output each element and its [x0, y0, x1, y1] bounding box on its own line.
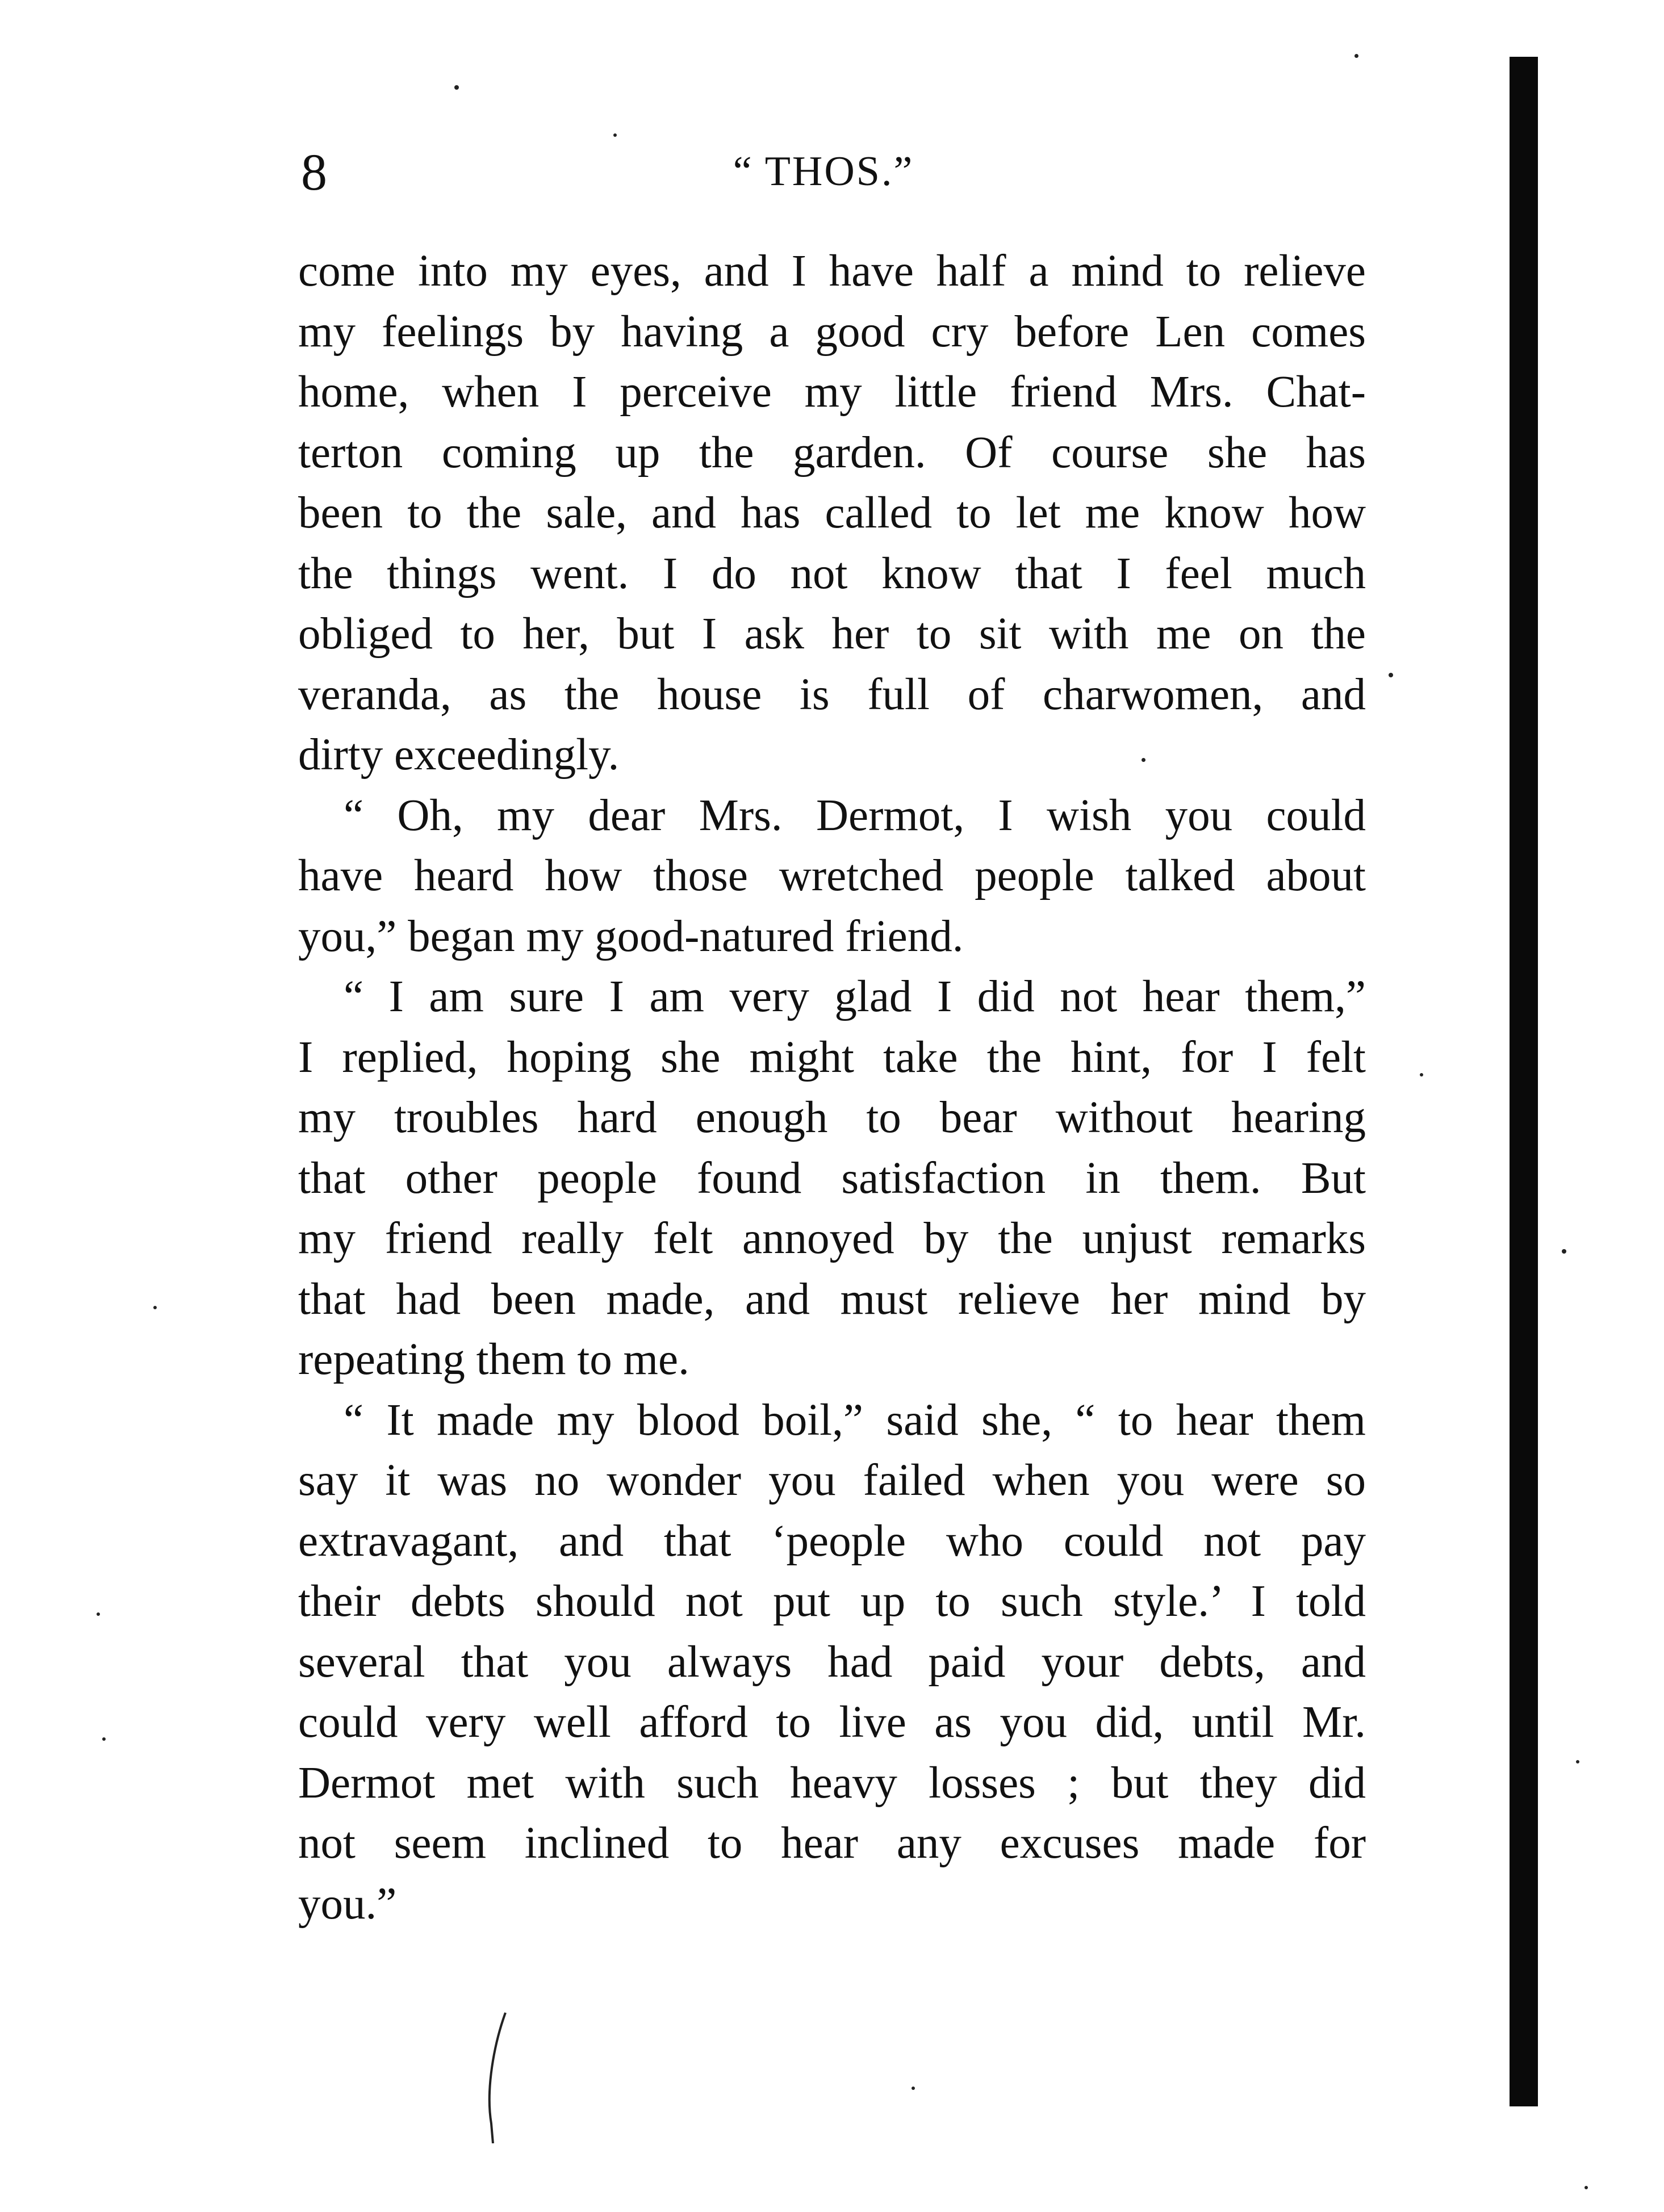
page-number: 8 — [301, 143, 327, 201]
text-line: “ It made my blood boil,” said she, “ to hear them — [344, 1395, 1366, 1445]
text-line: been to the sale, and has called to let me know how — [298, 488, 1366, 538]
text-line: come into my eyes, and I have half a mind to relieve — [298, 246, 1366, 296]
text-line: veranda, as the house is full of charwomen, and — [298, 669, 1366, 719]
text-line: “ Oh, my dear Mrs. Dermot, I wish you could — [344, 790, 1366, 840]
text-line: could very well afford to live as you did, until Mr. — [298, 1698, 1366, 1747]
scan-speck — [454, 85, 459, 90]
text-line: the things went. I do not know that I feel much — [298, 548, 1366, 598]
text-line: have heard how those wretched people talked about — [298, 851, 1366, 900]
text-line: my friend really felt annoyed by the unjust remarks — [298, 1214, 1366, 1263]
text-line: I replied, hoping she might take the hint, for I felt — [298, 1032, 1366, 1082]
text-line: terton coming up the garden. Of course she has — [298, 428, 1366, 477]
pencil-mark — [483, 2010, 517, 2146]
text-line: their debts should not put up to such style.’ I told — [298, 1577, 1366, 1626]
text-line: obliged to her, but I ask her to sit with me on the — [298, 609, 1366, 659]
scan-speck — [153, 1306, 157, 1309]
text-line: “ I am sure I am very glad I did not hear them,” — [344, 972, 1366, 1021]
text-line: not seem inclined to hear any excuses made for — [298, 1819, 1366, 1868]
scan-speck — [1576, 1760, 1579, 1763]
text-line: that other people found satisfaction in them. But — [298, 1153, 1366, 1203]
scan-speck — [97, 1612, 100, 1616]
scan-speck — [1389, 673, 1393, 677]
text-line: say it was no wonder you failed when you were so — [298, 1456, 1366, 1505]
text-line: several that you always had paid your debts, and — [298, 1637, 1366, 1687]
scan-speck — [1142, 758, 1145, 762]
text-line: you.” — [298, 1879, 397, 1929]
text-line: Dermot met with such heavy losses ; but they did — [298, 1758, 1366, 1808]
scan-speck — [1584, 2186, 1588, 2189]
scan-speck — [1354, 54, 1358, 58]
scanned-page-edge — [1510, 57, 1538, 2106]
page-header — [284, 136, 1363, 199]
scan-speck — [613, 133, 617, 137]
text-line: that had been made, and must relieve her mind by — [298, 1274, 1366, 1324]
text-line: dirty exceedingly. — [298, 730, 620, 780]
scan-speck — [102, 1737, 106, 1741]
body-text — [298, 241, 1366, 1934]
scan-speck — [1420, 1073, 1423, 1076]
scan-speck — [1562, 1249, 1566, 1254]
text-line: my feelings by having a good cry before Len comes — [298, 307, 1366, 357]
scan-speck — [912, 2087, 915, 2090]
text-line: my troubles hard enough to bear without hearing — [298, 1093, 1366, 1142]
text-line: you,” began my good-natured friend. — [298, 911, 964, 961]
text-line: home, when I perceive my little friend Mrs. Chat- — [298, 367, 1366, 417]
text-line: repeating them to me. — [298, 1335, 689, 1384]
text-line: extravagant, and that ‘people who could not pay — [298, 1516, 1366, 1566]
running-head: “ THOS.” — [733, 148, 914, 195]
